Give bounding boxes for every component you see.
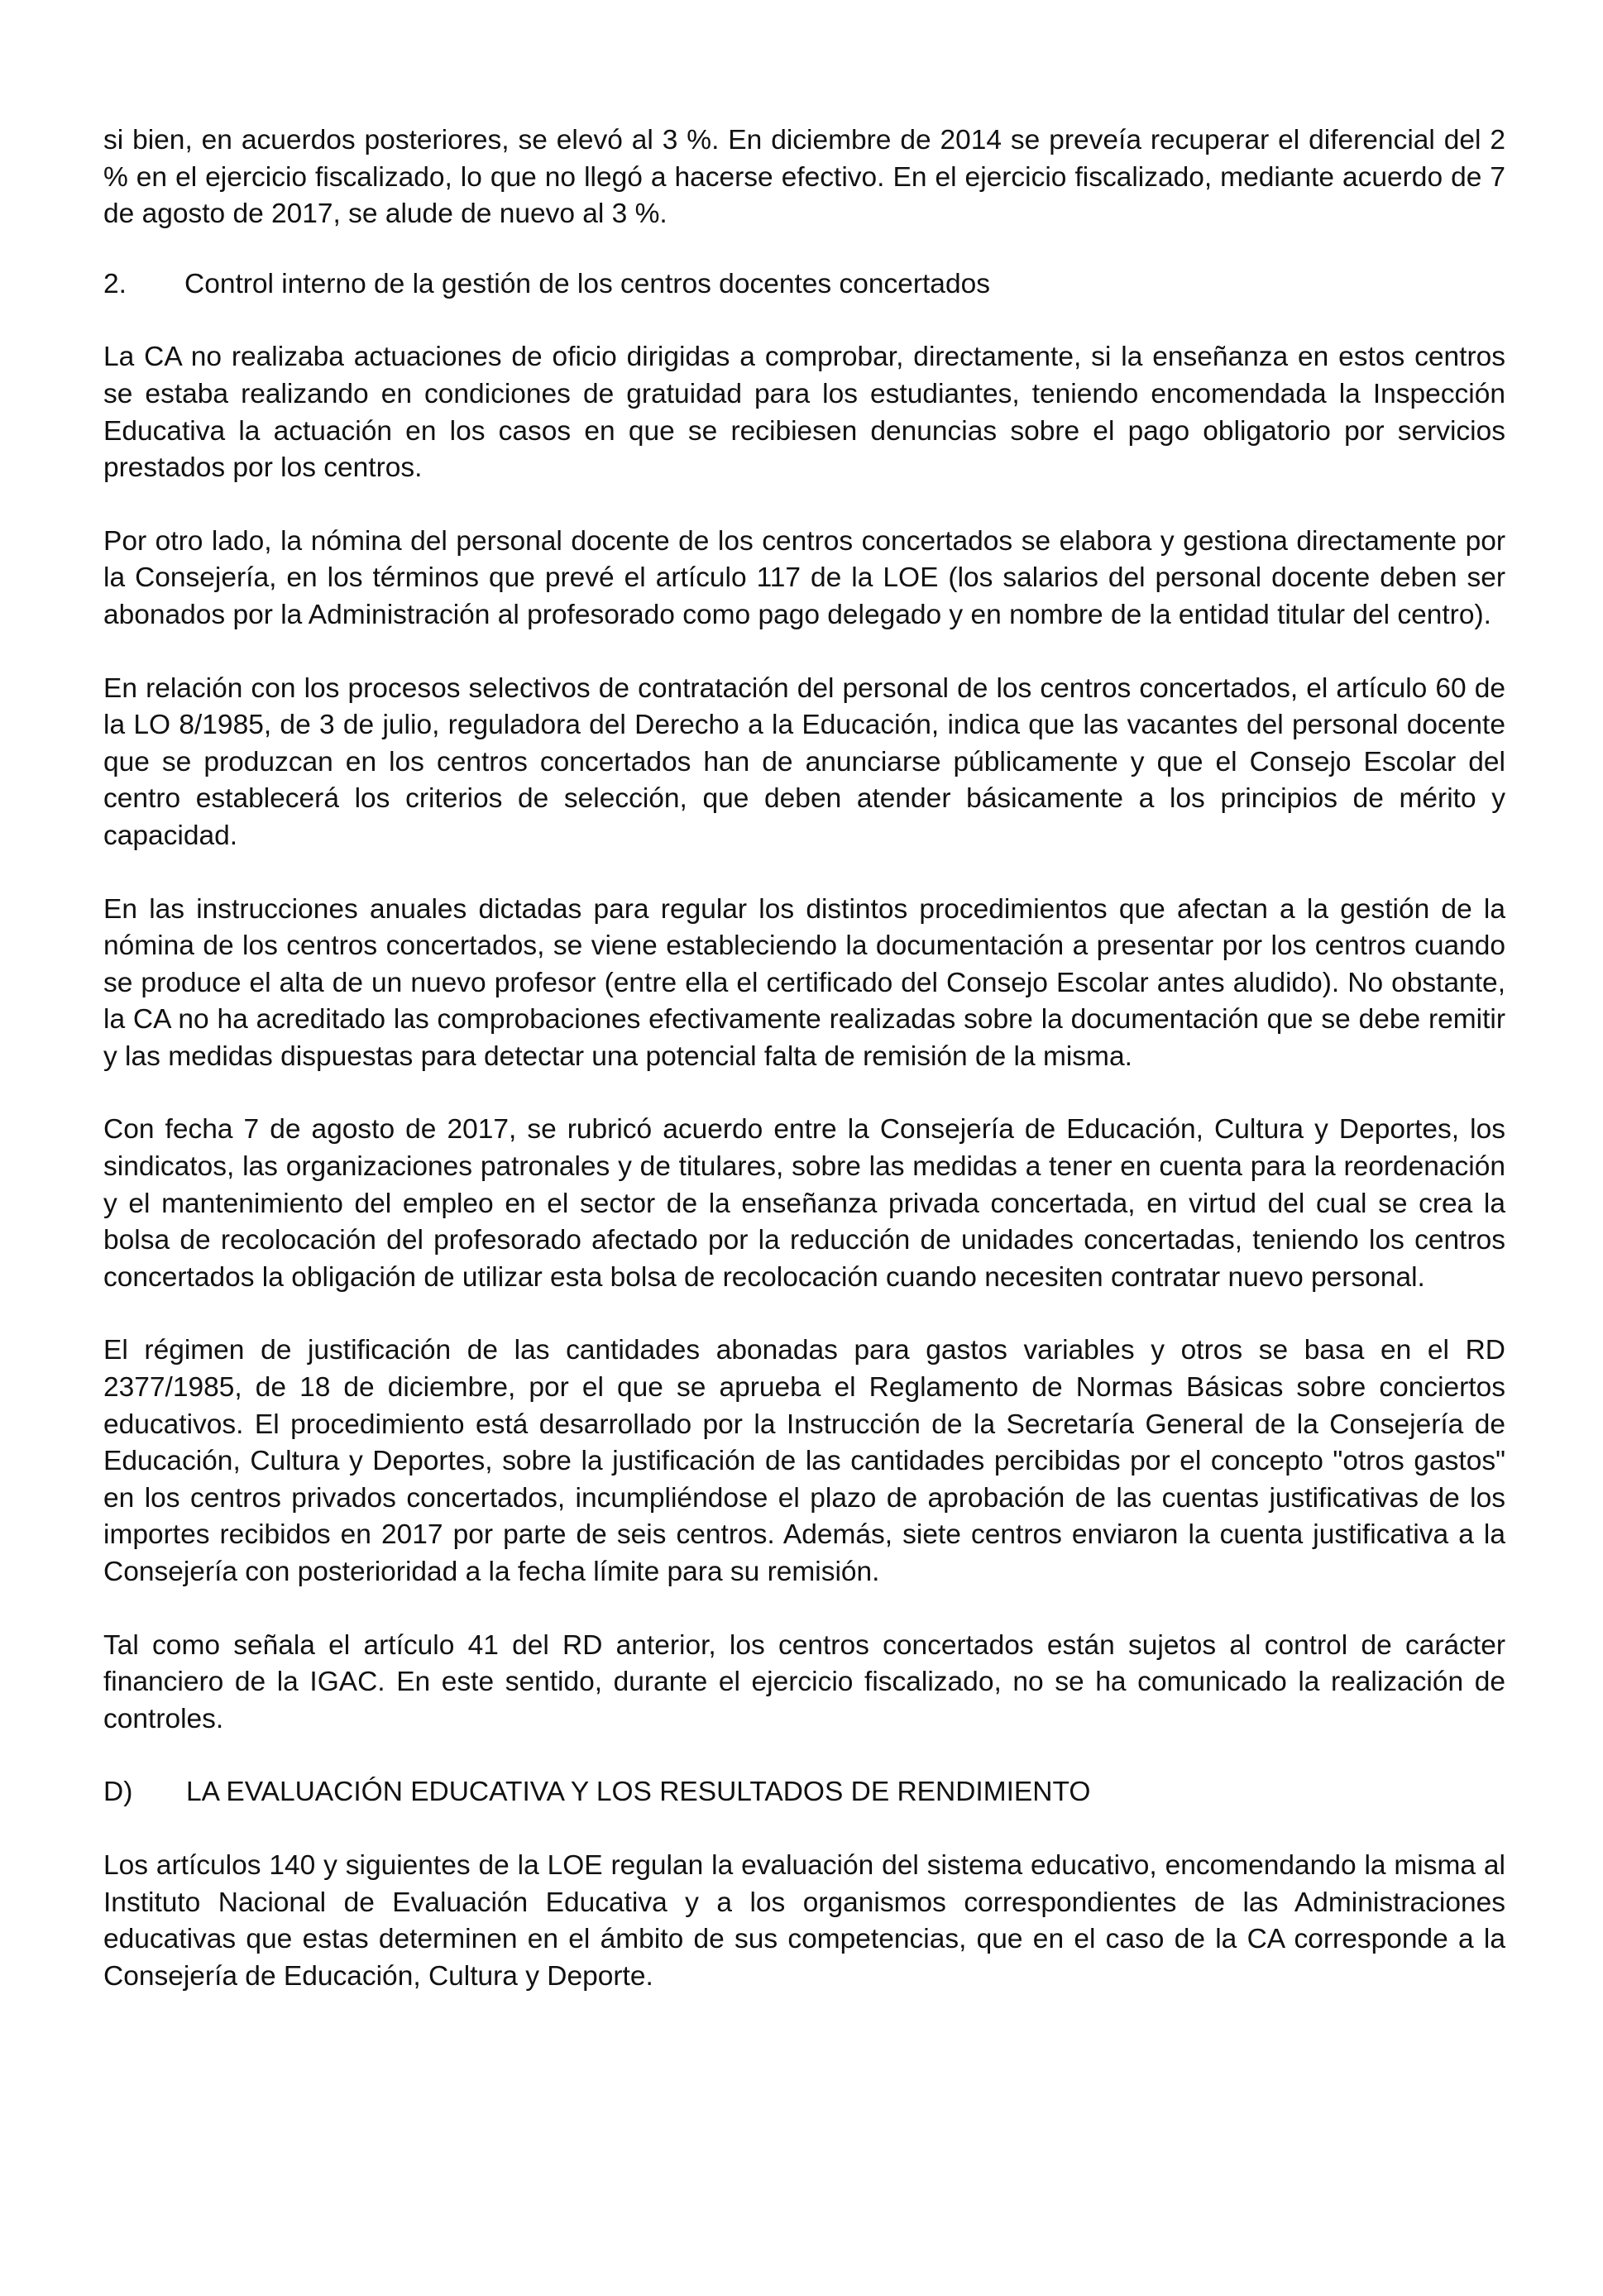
paragraph-control-igac: Tal como señala el artículo 41 del RD anterior, los centros concertados están sujetos al control de carácter financiero de la IGAC. En este sentido, durante el ejercicio fiscalizado, no se ha comunicado la realización de controles. [103, 1629, 1505, 1734]
paragraph-procesos-selectivos: En relación con los procesos selectivos de contratación del personal de los centros concertados, el artículo 60 de la LO 8/1985, de 3 de julio, reguladora del Derecho a la Educación, indica que las vacantes del personal docente que se produzcan en los centros concertados han de anunciarse públicamente y que el Consejo Escolar del centro establecerá los criterios de selección, que deben atender básicamente a los principios de mérito y capacidad. [103, 672, 1505, 851]
section-title: LA EVALUACIÓN EDUCATIVA Y LOS RESULTADOS DE RENDIMIENTO [186, 1777, 1091, 1808]
section-heading-control-interno [103, 266, 1505, 304]
section-title: Control interno de la gestión de los centros docentes concertados [184, 268, 990, 299]
paragraph-articulos-loe: Los artículos 140 y siguientes de la LOE regulan la evaluación del sistema educativo, encomendando la misma al Instituto Nacional de Evaluación Educativa y a los organismos correspondientes de las Administraciones educativas que estas determinen en el ámbito de sus competencias, que en el caso de la CA corresponde a la Consejería de Educación, Cultura y Deporte. [103, 1849, 1505, 1992]
paragraph-instrucciones-anuales: En las instrucciones anuales dictadas para regular los distintos procedimientos que afectan a la gestión de la nómina de los centros concertados, se viene estableciendo la documentación a presentar por los centros cuando se produce el alta de un nuevo profesor (entre ella el certificado del Consejo Escolar antes aludido). No obstante, la CA no ha acreditado las comprobaciones efectivamente realizadas sobre la documentación que se debe remitir y las medidas dispuestas para detectar una potencial falta de remisión de la misma. [103, 893, 1505, 1072]
paragraph-acuerdo-agosto: Con fecha 7 de agosto de 2017, se rubricó acuerdo entre la Consejería de Educación, Cultura y Deportes, los sindicatos, las organizaciones patronales y de titulares, sobre las medidas a tener en cuenta para la reordenación y el mantenimiento del empleo en el sector de la enseñanza privada concertada, en virtud del cual se crea la bolsa de recolocación del profesorado afectado por la reducción de unidades concertadas, teniendo los centros concertados la obligación de utilizar esta bolsa de recolocación cuando necesiten contratar nuevo personal. [103, 1114, 1505, 1293]
paragraph-acuerdos-posteriores: si bien, en acuerdos posteriores, se elevó al 3 %. En diciembre de 2014 se preveía recuperar el diferencial del 2 % en el ejercicio fiscalizado, lo que no llegó a hacerse efectivo. En el ejercicio fiscalizado, mediante acuerdo de 7 de agosto de 2017, se alude de nuevo al 3 %. [103, 125, 1505, 230]
paragraph-actuaciones-oficio: La CA no realizaba actuaciones de oficio dirigidas a comprobar, directamente, si la enseñanza en estos centros se estaba realizando en condiciones de gratuidad para los estudiantes, teniendo encomendada la Inspección Educativa la actuación en los casos en que se recibiesen denuncias sobre el pago obligatorio por servicios prestados por los centros. [103, 342, 1505, 484]
section-number: 2. [103, 268, 127, 299]
document-page [103, 122, 1505, 2031]
section-heading-evaluacion-educativa [103, 1774, 1505, 1811]
section-letter: D) [103, 1777, 133, 1808]
paragraph-nomina-personal: Por otro lado, la nómina del personal docente de los centros concertados se elabora y gestiona directamente por la Consejería, en los términos que prevé el artículo 117 de la LOE (los salarios del personal docente deben ser abonados por la Administración al profesorado como pago delegado y en nombre de la entidad titular del centro). [103, 525, 1505, 630]
paragraph-regimen-justificacion: El régimen de justificación de las cantidades abonadas para gastos variables y otros se basa en el RD 2377/1985, de 18 de diciembre, por el que se aprueba el Reglamento de Normas Básicas sobre conciertos educativos. El procedimiento está desarrollado por la Instrucción de la Secretaría General de la Consejería de Educación, Cultura y Deportes, sobre la justificación de las cantidades percibidas por el concepto "otros gastos" en los centros privados concertados, incumpliéndose el plazo de aprobación de las cuentas justificativas de los importes recibidos en 2017 por parte de seis centros. Además, siete centros enviaron la cuenta justificativa a la Consejería con posterioridad a la fecha límite para su remisión. [103, 1335, 1505, 1587]
